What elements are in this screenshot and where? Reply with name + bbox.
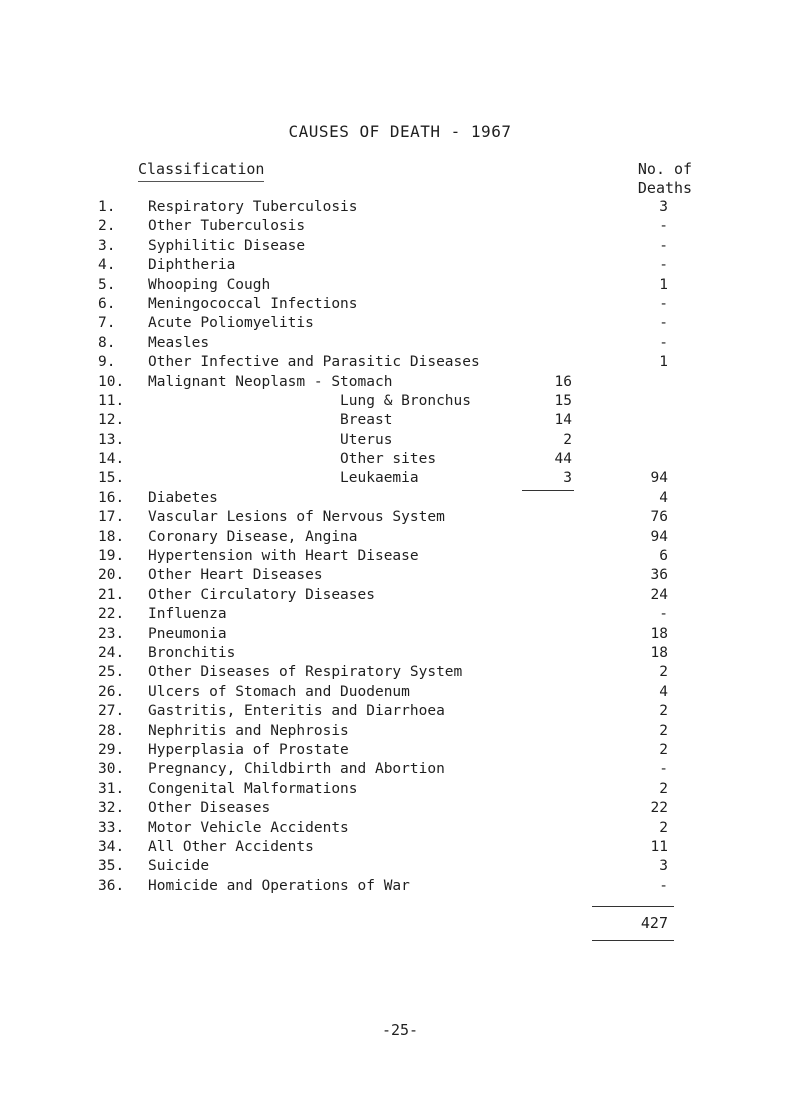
row-number: 28. xyxy=(98,722,125,739)
table-row xyxy=(0,877,800,896)
deaths-count: - xyxy=(659,877,668,894)
cause-label: Measles xyxy=(148,334,210,351)
cause-label: Leukaemia xyxy=(148,470,419,487)
table-row xyxy=(0,314,800,333)
subcategory-count: 14 xyxy=(554,412,572,429)
cause-label: Suicide xyxy=(148,858,210,875)
subcategory-count: 16 xyxy=(554,373,572,390)
causes-table xyxy=(0,198,800,896)
cause-label: Bronchitis xyxy=(148,644,236,661)
deaths-count: 2 xyxy=(659,819,668,836)
table-row xyxy=(0,819,800,838)
cause-label: Homicide and Operations of War xyxy=(148,877,410,894)
deaths-count: 2 xyxy=(659,703,668,720)
cause-label: Other sites xyxy=(148,451,437,468)
table-row xyxy=(0,392,800,411)
cause-label: Influenza xyxy=(148,606,227,623)
deaths-count: 4 xyxy=(659,683,668,700)
row-number: 30. xyxy=(98,761,125,778)
classification-header: Classification xyxy=(138,160,264,182)
cause-label: Diphtheria xyxy=(148,257,236,274)
table-row xyxy=(0,625,800,644)
deaths-count: 6 xyxy=(659,548,668,565)
cause-label: Other Heart Diseases xyxy=(148,567,323,584)
table-row xyxy=(0,237,800,256)
table-row xyxy=(0,295,800,314)
table-row xyxy=(0,450,800,469)
row-number: 31. xyxy=(98,780,125,797)
cause-label: Ulcers of Stomach and Duodenum xyxy=(148,683,410,700)
table-row xyxy=(0,722,800,741)
table-row xyxy=(0,702,800,721)
cause-label: Other Tuberculosis xyxy=(148,218,306,235)
row-number: 27. xyxy=(98,703,125,720)
deaths-count: - xyxy=(659,606,668,623)
table-row xyxy=(0,353,800,372)
row-number: 33. xyxy=(98,819,125,836)
table-row xyxy=(0,217,800,236)
cause-label: Other Diseases xyxy=(148,800,271,817)
table-row xyxy=(0,256,800,275)
deaths-count: 18 xyxy=(650,625,668,642)
table-row xyxy=(0,547,800,566)
table-row xyxy=(0,683,800,702)
row-number: 16. xyxy=(98,489,125,506)
deaths-count: 76 xyxy=(650,509,668,526)
row-number: 12. xyxy=(98,412,125,429)
cause-label: Pregnancy, Childbirth and Abortion xyxy=(148,761,445,778)
row-number: 34. xyxy=(98,838,125,855)
cause-label: Motor Vehicle Accidents xyxy=(148,819,349,836)
deaths-count: 2 xyxy=(659,780,668,797)
cause-label: Coronary Disease, Angina xyxy=(148,528,358,545)
subcategory-count: 15 xyxy=(554,392,572,409)
deaths-count: - xyxy=(659,257,668,274)
table-row xyxy=(0,760,800,779)
cause-label: Pneumonia xyxy=(148,625,227,642)
deaths-count: 2 xyxy=(659,741,668,758)
deaths-count-header xyxy=(630,160,700,198)
row-number: 24. xyxy=(98,644,125,661)
table-row xyxy=(0,780,800,799)
cause-label: Hypertension with Heart Disease xyxy=(148,548,419,565)
table-row xyxy=(0,586,800,605)
row-number: 25. xyxy=(98,664,125,681)
deaths-count: - xyxy=(659,315,668,332)
total-rule-top xyxy=(592,906,674,907)
subtotal-rule xyxy=(522,490,574,491)
row-number: 22. xyxy=(98,606,125,623)
table-row xyxy=(0,508,800,527)
row-number: 11. xyxy=(98,392,125,409)
deaths-count: 1 xyxy=(659,354,668,371)
cause-label: Meningococcal Infections xyxy=(148,295,358,312)
deaths-count: - xyxy=(659,334,668,351)
row-number: 35. xyxy=(98,858,125,875)
table-row xyxy=(0,334,800,353)
row-number: 18. xyxy=(98,528,125,545)
deaths-header-line2: Deaths xyxy=(637,179,693,197)
deaths-count: 2 xyxy=(659,722,668,739)
subcategory-count: 3 xyxy=(563,470,572,487)
row-number: 8. xyxy=(98,334,116,351)
deaths-count: - xyxy=(659,218,668,235)
table-row xyxy=(0,411,800,430)
cause-label: Vascular Lesions of Nervous System xyxy=(148,509,445,526)
table-row xyxy=(0,276,800,295)
subcategory-count: 2 xyxy=(563,431,572,448)
row-number: 32. xyxy=(98,800,125,817)
row-number: 6. xyxy=(98,295,116,312)
total-deaths: 427 xyxy=(640,914,668,932)
table-row xyxy=(0,373,800,392)
table-row xyxy=(0,566,800,585)
row-number: 1. xyxy=(98,199,116,215)
cause-label: Whooping Cough xyxy=(148,276,271,293)
cause-label: Other Infective and Parasitic Diseases xyxy=(148,354,480,371)
row-number: 26. xyxy=(98,683,125,700)
cause-label: Other Circulatory Diseases xyxy=(148,586,375,603)
table-row xyxy=(0,799,800,818)
row-number: 17. xyxy=(98,509,125,526)
row-number: 4. xyxy=(98,257,116,274)
row-number: 5. xyxy=(98,276,116,293)
cause-label: Syphilitic Disease xyxy=(148,237,306,254)
cause-label: Other Diseases of Respiratory System xyxy=(148,664,463,681)
row-number: 3. xyxy=(98,237,116,254)
table-row xyxy=(0,605,800,624)
row-number: 10. xyxy=(98,373,125,390)
row-number: 13. xyxy=(98,431,125,448)
cause-label: Gastritis, Enteritis and Diarrhoea xyxy=(148,703,445,720)
deaths-count: 94 xyxy=(650,528,668,545)
page-title: CAUSES OF DEATH - 1967 xyxy=(288,122,512,141)
cause-label: Acute Poliomyelitis xyxy=(148,315,314,332)
table-row xyxy=(0,857,800,876)
deaths-count: 94 xyxy=(650,470,668,487)
cause-label: Nephritis and Nephrosis xyxy=(148,722,349,739)
cause-label: Malignant Neoplasm - Stomach xyxy=(148,373,393,390)
table-row xyxy=(0,528,800,547)
table-row xyxy=(0,469,800,488)
row-number: 15. xyxy=(98,470,125,487)
cause-label: Hyperplasia of Prostate xyxy=(148,741,349,758)
deaths-count: 22 xyxy=(650,800,668,817)
row-number: 2. xyxy=(98,218,116,235)
cause-label: All Other Accidents xyxy=(148,838,314,855)
deaths-count: - xyxy=(659,295,668,312)
deaths-count: 18 xyxy=(650,644,668,661)
row-number: 7. xyxy=(98,315,116,332)
deaths-count: 3 xyxy=(659,858,668,875)
cause-label: Lung & Bronchus xyxy=(148,392,472,409)
row-number: 20. xyxy=(98,567,125,584)
row-number: 9. xyxy=(98,354,116,371)
deaths-count: - xyxy=(659,237,668,254)
row-number: 36. xyxy=(98,877,125,894)
deaths-count: 36 xyxy=(650,567,668,584)
row-number: 19. xyxy=(98,548,125,565)
cause-label: Congenital Malformations xyxy=(148,780,358,797)
deaths-count: 1 xyxy=(659,276,668,293)
deaths-count: 24 xyxy=(650,586,668,603)
cause-label: Breast xyxy=(148,412,393,429)
row-number: 14. xyxy=(98,451,125,468)
row-number: 21. xyxy=(98,586,125,603)
total-rule-bottom xyxy=(592,940,674,941)
page-number: -25- xyxy=(381,1021,419,1039)
deaths-count: 11 xyxy=(650,838,668,855)
row-number: 23. xyxy=(98,625,125,642)
table-row xyxy=(0,489,800,508)
cause-label: Diabetes xyxy=(148,489,218,506)
deaths-count: - xyxy=(659,761,668,778)
table-row xyxy=(0,838,800,857)
table-row xyxy=(0,663,800,682)
table-row xyxy=(0,431,800,450)
row-number: 29. xyxy=(98,741,125,758)
subcategory-count: 44 xyxy=(554,451,572,468)
deaths-count: 2 xyxy=(659,664,668,681)
cause-label: Respiratory Tuberculosis xyxy=(148,199,358,215)
deaths-count: 3 xyxy=(659,199,668,215)
table-row xyxy=(0,644,800,663)
deaths-count: 4 xyxy=(659,489,668,506)
table-row xyxy=(0,741,800,760)
cause-label: Uterus xyxy=(148,431,393,448)
table-row xyxy=(0,198,800,217)
deaths-header-line1: No. of xyxy=(637,160,693,178)
